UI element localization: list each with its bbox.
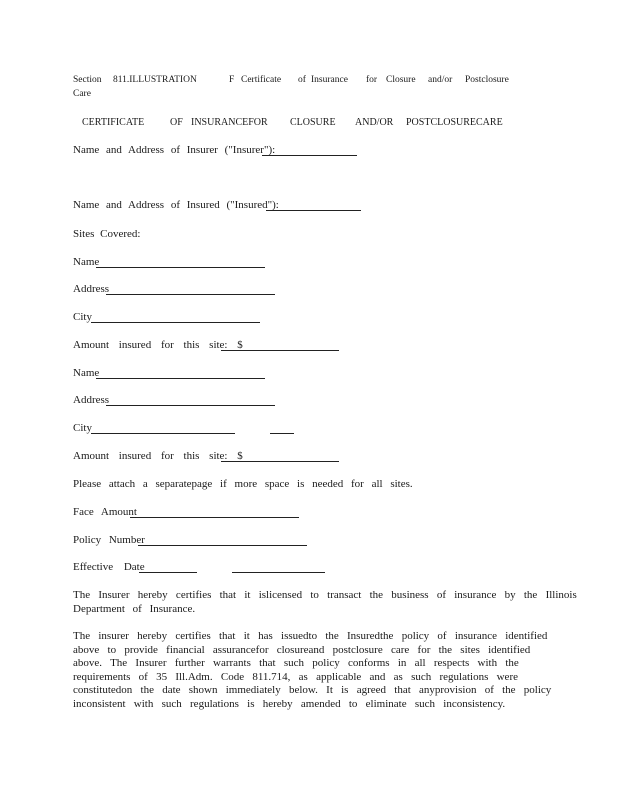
paragraph-line: inconsistent with such regulations is hereby amended to eliminate such inconsistency. [73,697,506,710]
paragraph-licensed [73,589,577,616]
paragraph-policy [73,630,551,712]
insurer-label: Name and Address of Insurer ("Insurer"): [73,144,276,156]
policy-number-field[interactable] [138,534,307,546]
site2-city-field[interactable] [91,422,235,434]
header-illustration: 811.ILLUSTRATION [113,75,197,85]
insured-label: Name and Address of Insured ("Insured"): [73,199,279,211]
site1-amount-field[interactable] [221,339,339,351]
paragraph-line: requirements of 35 Ill.Adm. Code 811.714, as applicable and as such regulations were [73,670,518,683]
title-insurancefor: INSURANCEFOR [191,117,268,128]
face-amount-label: Face Amount [73,506,137,518]
title-and-or: AND/OR [355,117,394,128]
header-care: Care [73,89,91,99]
header-of: of [298,75,306,85]
effective-date-field[interactable] [139,561,197,573]
paragraph-line: above. The Insurer further warrants that such policy conforms in all respects with the [73,657,519,670]
site1-city-field[interactable] [91,311,260,323]
site1-amount-label: Amount insured for this site: $ [73,339,243,351]
sites-covered-label: Sites Covered: [73,228,141,240]
paragraph-line: Department of Insurance. [73,602,196,615]
attach-note: Please attach a separatepage if more space is needed for all sites. [73,478,413,490]
header-certificate: Certificate [241,75,282,85]
paragraph-line: The insurer hereby certifies that it has issuedto the Insuredthe policy of insurance identified [73,630,548,642]
site1-address-field[interactable] [106,283,275,295]
site2-city-label: City [73,422,92,434]
header-section-label: Section [73,75,102,85]
policy-number-label: Policy Number [73,534,145,546]
paragraph-line: The Insurer hereby certifies that it islicensed to transact the business of insurance by the Illinois [73,589,577,601]
paragraph-line: above to provide financial assurancefor closureand postclosure care for the sites identified [73,643,531,656]
site2-address-label: Address [73,394,110,406]
site2-name-field[interactable] [96,367,265,379]
site1-name-field[interactable] [96,256,265,268]
site2-name-label: Name [73,367,100,379]
header-and-or: and/or [428,75,453,85]
effective-date-extra-field[interactable] [232,561,325,573]
site2-address-field[interactable] [106,394,275,406]
face-amount-field[interactable] [130,506,299,518]
site2-amount-field[interactable] [221,450,339,462]
insurer-field[interactable] [262,144,357,156]
title-certificate: CERTIFICATE [82,117,145,128]
site1-name-label: Name [73,256,100,268]
effective-date-label: Effective Date [73,561,145,573]
header-f: F [229,75,235,85]
site1-address-label: Address [73,283,110,295]
header-insurance: Insurance [311,75,348,85]
site2-extra-field[interactable] [270,422,294,434]
header-closure: Closure [386,75,416,85]
title-of: OF [170,117,183,128]
header-postclosure: Postclosure [465,75,509,85]
site1-city-label: City [73,311,92,323]
paragraph-line: constitutedon the date shown immediately below. It is agreed that anyprovision of the policy [73,684,552,697]
title-closure: CLOSURE [290,117,336,128]
header-for: for [366,75,378,85]
site2-amount-label: Amount insured for this site: $ [73,450,243,462]
insured-field[interactable] [266,199,361,211]
title-postclosurecare: POSTCLOSURECARE [406,117,503,128]
